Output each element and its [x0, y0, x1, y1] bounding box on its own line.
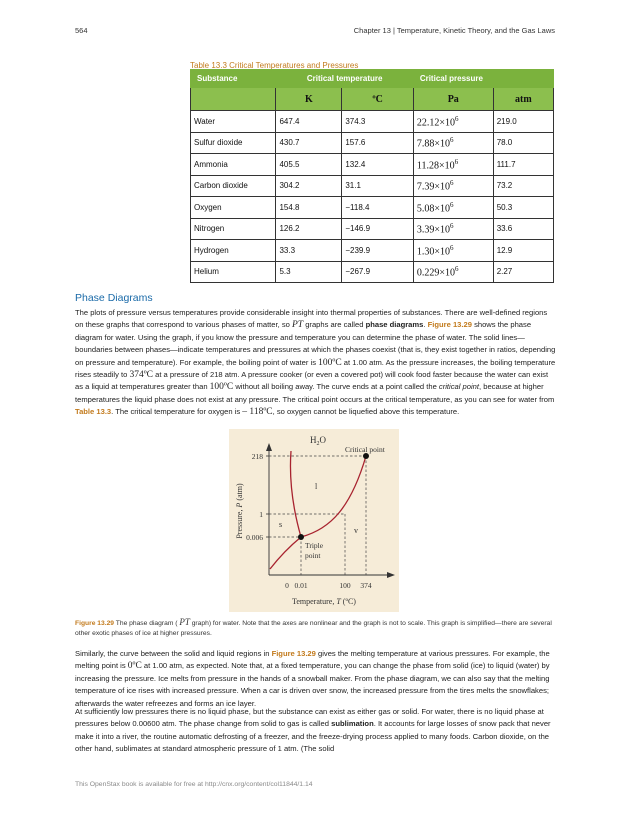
unit-pascal: Pa: [413, 88, 493, 111]
table-row: [191, 197, 554, 219]
text: graphs are called: [303, 320, 366, 330]
text: graph) for water. Note that the axes are nonlinear and the graph is not to scale. This graph is simplified—there are several other exotic phases of ice at higher pressures.: [75, 620, 552, 637]
table-title: Table 13.3 Critical Temperatures and Pressures: [190, 61, 359, 70]
triple-point-label-1: Triple: [305, 541, 324, 550]
y-axis-arrow: [266, 443, 272, 451]
text: , because at higher temperatures the liquid phase does not exist at any pressure. The critical point occurs at the critical temperature, as you can see for water from: [75, 382, 555, 404]
col-critical-temperature: Critical temperature: [276, 70, 413, 88]
cell-pascal: $0.229\times 10^6$: [413, 261, 493, 283]
unit-celsius: ºC: [342, 88, 413, 111]
table-row: [191, 240, 554, 262]
cell-atm: 2.27: [493, 261, 553, 283]
col-substance: Substance: [191, 70, 276, 88]
table-link[interactable]: Table 13.3: [75, 407, 112, 417]
math-pt: PT: [179, 617, 190, 627]
text: gives the melting temperature at various pressures. For example, the melting point is: [75, 649, 550, 671]
unit-blank: [191, 88, 276, 111]
text: The phase diagram (: [114, 620, 180, 627]
math-100c: 100ºC: [318, 357, 342, 368]
page-number: 564: [75, 26, 88, 35]
cell-celsius: −118.4: [342, 197, 413, 219]
x-tick-label: 0.01: [294, 581, 308, 590]
region-solid-label: s: [279, 520, 283, 529]
paragraph-melting: [75, 648, 557, 710]
cell-substance: Water: [191, 111, 276, 133]
figure-caption: [75, 617, 557, 639]
paragraph-sublimation: [75, 706, 557, 756]
term-critical-point: critical point: [438, 382, 480, 392]
text: at 1.00 atm, as expected. Note that, at a fixed temperature, you can change the phase from solid (ice) to liquid (water) by increasing the pressure. Ice melts from pressure in the hands of a snowball maker. From the phase diagram, we can also say that the melting temperature of ice rises with increased pressure. When a car is driven over snow, the increased pressure from the tires melts the snowflakes; afterwards the water refreezes and forms an ice layer.: [75, 661, 550, 708]
section-title: Phase Diagrams: [75, 292, 153, 304]
cell-kelvin: 304.2: [276, 175, 342, 197]
table-row: [191, 261, 554, 283]
x-axis-label: Temperature, T (ºC): [292, 597, 356, 606]
cell-kelvin: 647.4: [276, 111, 342, 133]
unit-kelvin: K: [276, 88, 342, 111]
phase-diagram-figure: [229, 429, 399, 612]
cell-celsius: 31.1: [342, 175, 413, 197]
cell-atm: 73.2: [493, 175, 553, 197]
math-pt: PT: [291, 320, 304, 331]
cell-kelvin: 405.5: [276, 154, 342, 176]
table-body: [191, 111, 554, 283]
vaporization-curve: [301, 456, 366, 537]
text: , so oxygen cannot be liquefied above this temperature.: [272, 407, 460, 417]
table-row: [191, 218, 554, 240]
cell-substance: Carbon dioxide: [191, 175, 276, 197]
x-tick-label: 0: [285, 581, 289, 590]
text: at a pressure of 218 atm. A pressure cooker (or even a covered pot) will cook food faster because the water can exist as a liquid at temperatures greater than: [75, 370, 549, 392]
cell-atm: 50.3: [493, 197, 553, 219]
text: shows the phase diagram for water. Using the graph, if you know the pressure and temperature you can determine the phase of water. The solid lines—boundaries between phases—indicate temperatures and pressures at which the phases coexist (that is, they exist together in ratios, depending on pressure and temperature). For example, the boiling point of water is: [75, 320, 556, 367]
caption-figure-ref: Figure 13.29: [75, 620, 115, 627]
cell-substance: Nitrogen: [191, 218, 276, 240]
critical-point-label: Critical point: [345, 445, 385, 454]
cell-atm: 78.0: [493, 132, 553, 154]
y-tick-label: 218: [251, 452, 263, 461]
cell-substance: Oxygen: [191, 197, 276, 219]
figure-link[interactable]: Figure 13.29: [427, 320, 472, 330]
table-row: [191, 111, 554, 133]
cell-atm: 111.7: [493, 154, 553, 176]
text: at 1.00 atm. As the pressure increases, the boiling temperature rises steadily to: [75, 357, 556, 380]
text: . It accounts for large losses of snow pack that never make it into a river, the routine automatic defrosting of a freezer, and the freeze-drying process applied to many foods. Carbon dioxide, on the other hand, sublimates at standard atmospheric pressure of 1 atm. (The solid: [75, 719, 551, 754]
cell-atm: 33.6: [493, 218, 553, 240]
table-row: [191, 132, 554, 154]
cell-pascal: $11.28\times 10^6$: [413, 154, 493, 176]
cell-celsius: −146.9: [342, 218, 413, 240]
triple-point-marker: [298, 534, 304, 540]
cell-kelvin: 33.3: [276, 240, 342, 262]
cell-kelvin: 5.3: [276, 261, 342, 283]
math-100c: 100ºC: [209, 382, 234, 393]
cell-pascal: $22.12\times 10^6$: [413, 111, 493, 133]
figure-title: $H_2O$: [310, 435, 326, 447]
term-phase-diagrams: phase diagrams: [365, 320, 424, 330]
y-tick-label: 1: [259, 510, 263, 519]
phase-diagram-svg: [229, 429, 399, 612]
x-tick-label: 374: [360, 581, 372, 590]
cell-pascal: $3.39\times 10^6$: [413, 218, 493, 240]
table-row: [191, 154, 554, 176]
x-axis-arrow: [387, 572, 395, 578]
melting-curve: [290, 451, 301, 537]
paragraph-phase-diagrams: [75, 307, 557, 419]
triple-point-label-2: point: [305, 551, 321, 560]
table-row: [191, 175, 554, 197]
footer-note: This OpenStax book is available for free at http://cnx.org/content/col11844/1.14: [75, 781, 313, 788]
cell-substance: Sulfur dioxide: [191, 132, 276, 154]
critical-temperatures-table: [190, 69, 554, 283]
col-critical-pressure: Critical pressure: [413, 70, 553, 88]
cell-atm: 219.0: [493, 111, 553, 133]
x-tick-label: 100: [339, 581, 351, 590]
cell-celsius: 374.3: [342, 111, 413, 133]
math-0c: 0ºC: [127, 661, 142, 672]
cell-pascal: $7.39\times 10^6$: [413, 175, 493, 197]
cell-kelvin: 126.2: [276, 218, 342, 240]
cell-kelvin: 430.7: [276, 132, 342, 154]
text: .: [423, 320, 428, 330]
cell-substance: Helium: [191, 261, 276, 283]
region-vapor-label: v: [354, 526, 358, 535]
text: Similarly, the curve between the solid and liquid regions in: [75, 649, 272, 658]
cell-celsius: −267.9: [342, 261, 413, 283]
text: At sufficiently low pressures there is no liquid phase, but the substance can exist as either gas or solid. For water, there is no liquid phase at pressures below 0.00600 atm. The phase change from solid to gas is called: [75, 707, 544, 729]
sublimation-curve: [270, 537, 301, 569]
text: . The critical temperature for oxygen is: [111, 407, 243, 417]
cell-kelvin: 154.8: [276, 197, 342, 219]
cell-celsius: 157.6: [342, 132, 413, 154]
math-374c: 374ºC: [129, 370, 153, 381]
cell-substance: Hydrogen: [191, 240, 276, 262]
region-liquid-label: l: [315, 482, 318, 491]
text: without all boiling away. The curve ends at a point called the: [233, 382, 439, 392]
chapter-header: Chapter 13 | Temperature, Kinetic Theory, and the Gas Laws: [353, 26, 555, 35]
y-tick-label: 0.006: [246, 533, 263, 542]
cell-atm: 12.9: [493, 240, 553, 262]
text: The plots of pressure versus temperatures provide considerable insight into thermal properties of substances. There are well-defined regions on these graphs that correspond to various phases of matter, so: [75, 308, 548, 330]
cell-celsius: 132.4: [342, 154, 413, 176]
cell-pascal: $5.08\times 10^6$: [413, 197, 493, 219]
cell-celsius: −239.9: [342, 240, 413, 262]
figure-link[interactable]: Figure 13.29: [271, 649, 316, 658]
math-minus-118c: – 118ºC: [242, 407, 273, 418]
cell-pascal: $7.88\times 10^6$: [413, 132, 493, 154]
y-axis-label: Pressure, P (atm): [235, 483, 244, 539]
cell-pascal: $1.30\times 10^6$: [413, 240, 493, 262]
term-sublimation: sublimation: [331, 719, 374, 729]
cell-substance: Ammonia: [191, 154, 276, 176]
unit-atm: atm: [493, 88, 553, 111]
